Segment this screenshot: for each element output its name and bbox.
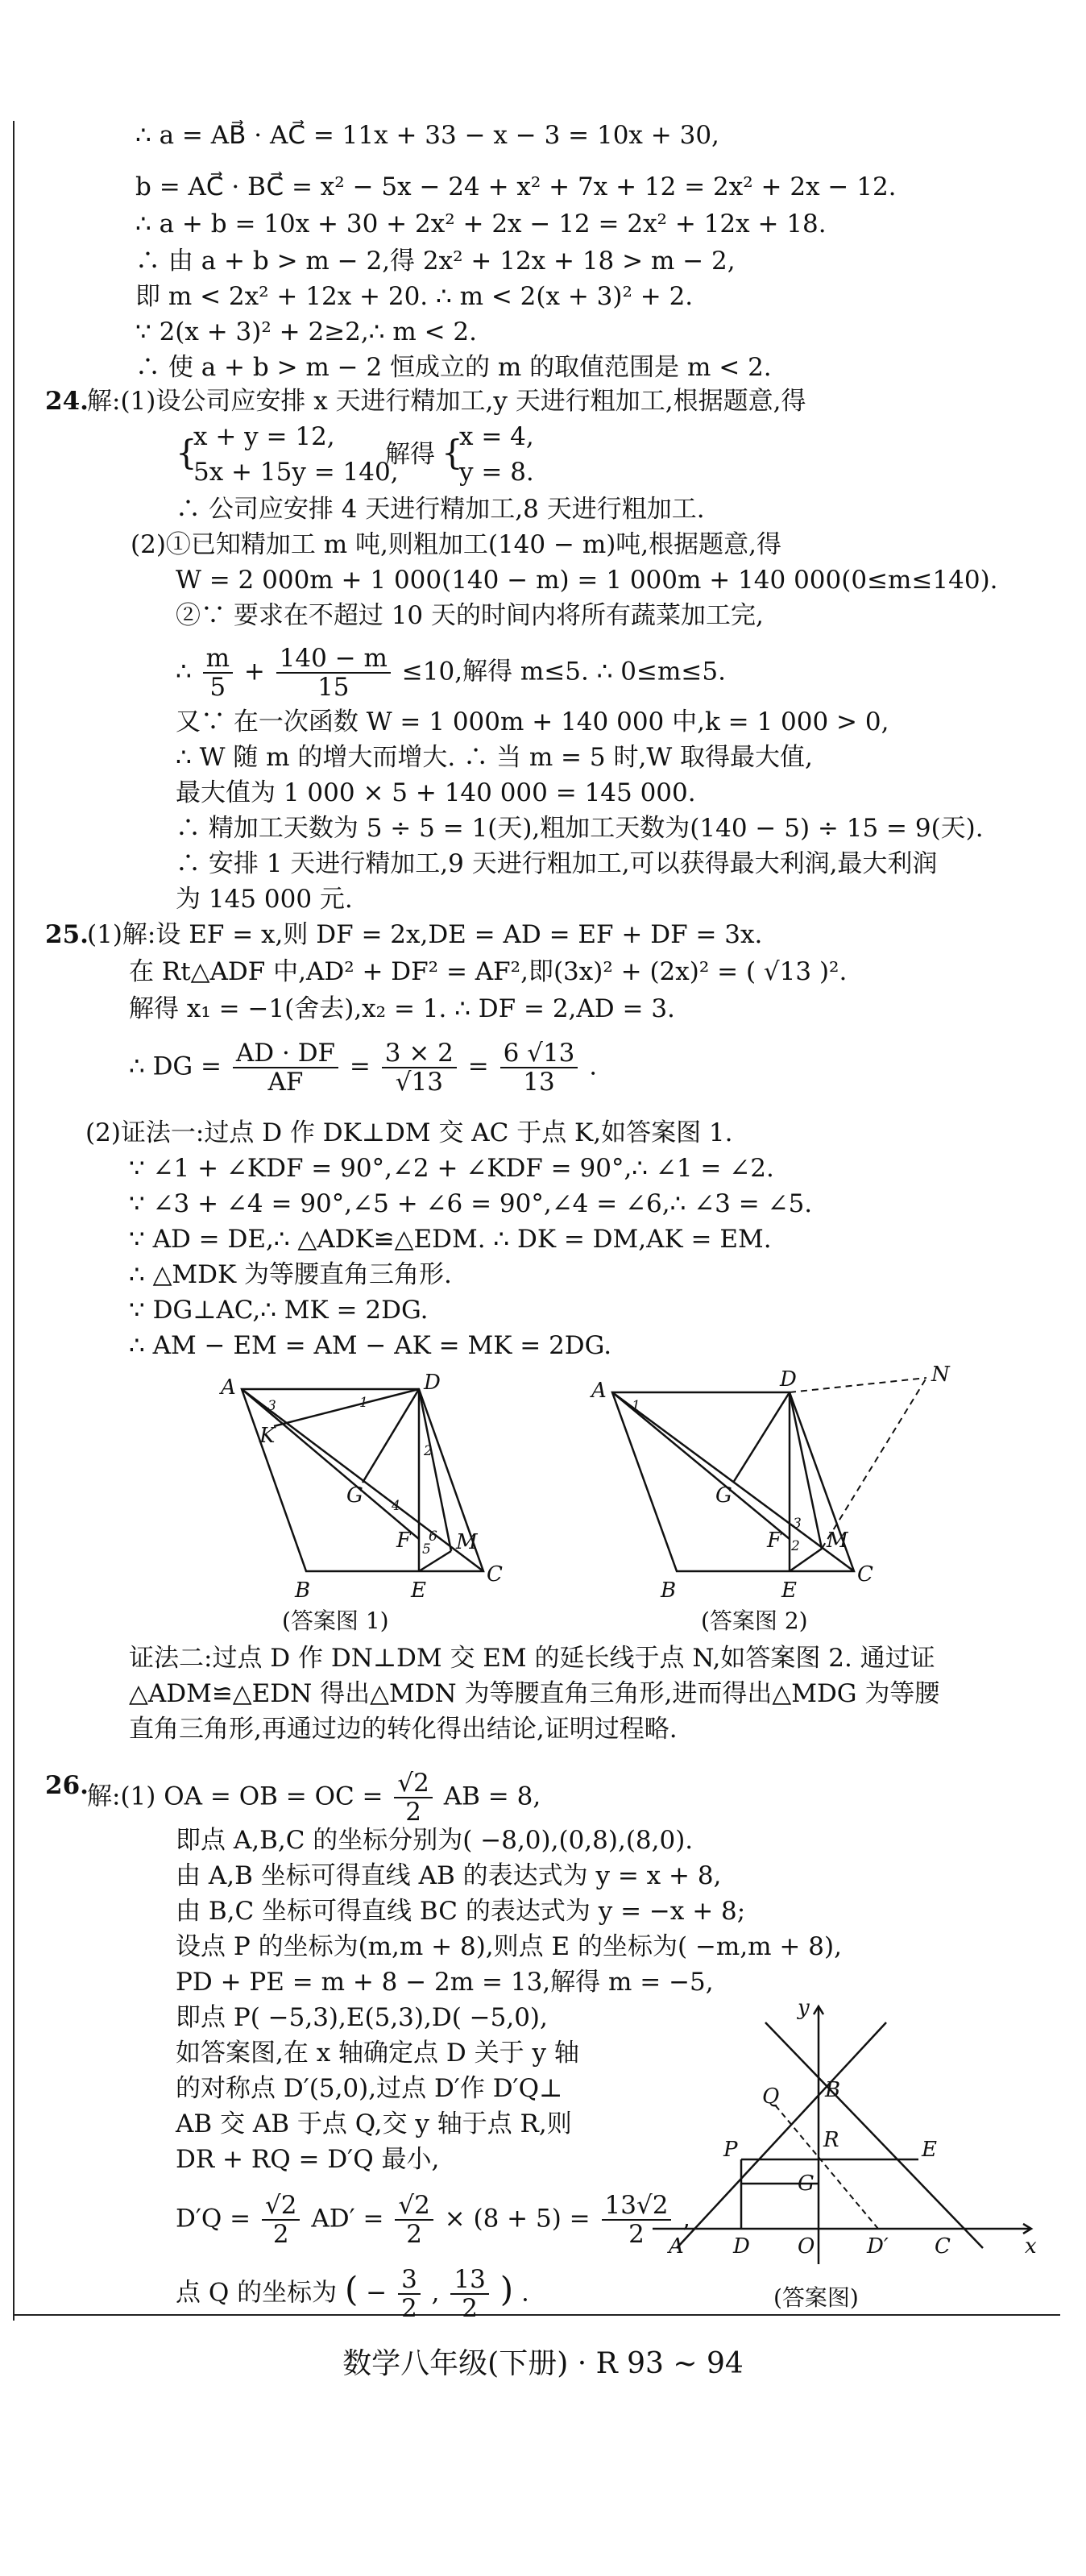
q24-line-profit: 为 145 000 元. [176,885,353,914]
q25-line-proof2b: △ADM≌△EDN 得出△MDN 为等腰直角三角形,进而得出△MDG 为等腰 [129,1679,940,1708]
q26-label-C: C [935,2234,951,2259]
q26-line-sym2: 的对称点 D′(5,0),过点 D′作 D′Q⊥ [176,2074,563,2103]
figure-1-caption: (答案图 1) [282,1607,389,1634]
fig1-angle-1: 1 [359,1395,368,1411]
fig2-line-DG [733,1392,790,1483]
q26-line-1: 解:(1) OA = OB = OC = $\frac{√2}{2}$ AB = 8, [87,1769,541,1827]
q25-line-2: 在 Rt△ADF 中,AD² + DF² = AF²,即(3x)² + (2x)² = ( √13 )². [129,957,848,986]
q26-line-min: DR + RQ = D′Q 最小, [176,2145,440,2174]
q24-line-days: ∴ 精加工天数为 5 ÷ 5 = 1(天),粗加工天数为(140 − 5) ÷ 15 = 9(天). [176,814,984,843]
figure-1 [218,1370,524,1603]
q26-line-sym3: AB 交 AB 于点 Q,交 y 轴于点 R,则 [176,2109,572,2138]
q25-line-mk: ∵ DG⊥AC,∴ MK = 2DG. [129,1296,429,1325]
q26-line-AB: 由 A,B 坐标可得直线 AB 的表达式为 y = x + 8, [176,1861,722,1890]
q25-frac-2: $\frac{3 \times 2}{√13}$ [382,1039,457,1096]
q26-label-R: R [823,2128,839,2152]
fig2-label-M: M [827,1529,848,1553]
fig2-dashed-DN [790,1378,926,1392]
q23-line-7: ∴ 使 a + b > m − 2 恒成立的 m 的取值范围是 m < 2. [135,353,772,382]
q26-frac-sqrt2-over-2: $\frac{√2}{2}$ [394,1769,432,1826]
q23-line-5: 即 m < 2x² + 12x + 20. ∴ m < 2(x + 3)² + 2. [135,282,694,311]
figure-2 [580,1362,951,1603]
fig1-label-E: E [411,1578,426,1603]
q25-line-proof2c: 直角三角形,再通过边的转化得出结论,证明过程略. [129,1715,678,1744]
q26-line-BC: 由 B,C 坐标可得直线 BC 的表达式为 y = −x + 8; [176,1897,746,1926]
q24-sol-2: y = 8. [459,458,534,487]
fig2-label-N: N [931,1363,950,1387]
q24-line-conclusion1: ∴ 公司应安排 4 天进行精加工,8 天进行粗加工. [176,495,705,524]
fig1-line-DG [363,1389,419,1483]
q25-frac-3: $\frac{6 √13}{13}$ [500,1039,578,1096]
q26-line-BC [765,2022,983,2248]
q25-dg-line: ∴ DG = $\frac{AD \cdot DF}{AF}$ = $\frac{3 \times 2}{√13}$ = $\frac{6 √13}{13}$ . [129,1039,598,1097]
q23-line-2: b = AC⃗ · BC⃗ = x² − 5x − 24 + x² + 7x + 12 = 2x² + 2x − 12. [135,172,897,201]
q26-line-PDPE: PD + PE = m + 8 − 2m = 13,解得 m = −5, [176,1968,714,1997]
q26-label-B: B [825,2078,841,2102]
figure-q26-caption: (答案图) [773,2284,859,2311]
fig1-label-F: F [396,1529,412,1553]
q25-line-3: 解得 x₁ = −1(舍去),x₂ = 1. ∴ DF = 2,AD = 3. [129,994,675,1023]
q25-line-angle35: ∵ ∠3 + ∠4 = 90°,∠5 + ∠6 = 90°,∠4 = ∠6,∴ ∠3 = ∠5. [129,1189,813,1218]
figure-q26 [645,1990,1047,2280]
fig2-angle-3: 3 [793,1516,802,1532]
q23-line-4: ∴ 由 a + b > m − 2,得 2x² + 12x + 18 > m − 2, [135,247,736,276]
q26-frac-b: $\frac{√2}{2}$ [395,2192,433,2248]
q24-frac-140-m-over-15: $\frac{140 - m}{15}$ [276,645,391,701]
fig2-label-D: D [780,1367,797,1392]
q23-line-1: ∴ a = AB⃗ · AC⃗ = 11x + 33 − x − 3 = 10x + 30, [135,121,719,150]
figure-2-caption: (答案图 2) [701,1607,808,1634]
q26-label-E: E [922,2138,937,2162]
q24-ineq: ∴ $\frac{m}{5}$ + $\frac{140 - m}{15}$ ≤10,解得 m≤5. ∴ 0≤m≤5. [176,644,726,702]
fig1-label-C: C [487,1562,503,1587]
fig1-angle-4: 4 [392,1498,400,1514]
q26-frac-qx: $\frac{3}{2}$ [398,2266,421,2322]
q24-sys-2: 5x + 15y = 140, [193,458,399,487]
q26-label-Q: Q [762,2084,780,2109]
fig2-label-F: F [767,1529,782,1553]
q24-line-part2: (2)①已知精加工 m 吨,则粗加工(140 − m)吨,根据题意,得 [131,530,782,559]
fig2-angle-2: 2 [791,1538,800,1554]
page-footer: 数学八年级(下册) · R 93 ~ 94 [342,2347,744,2380]
left-margin-rule [13,121,15,2321]
q25-frac-1: $\frac{AD \cdot DF}{AF}$ [233,1039,338,1096]
q24-line-increase: ∴ W 随 m 的增大而增大. ∴ 当 m = 5 时,W 取得最大值, [176,743,813,772]
q24-brace-left: { [176,433,197,472]
q24-sys-1: x + y = 12, [193,422,335,451]
fig1-label-A: A [221,1375,236,1400]
fig1-angle-5: 5 [422,1541,431,1558]
fig1-label-M: M [456,1530,478,1554]
q24-line-k: 又∵ 在一次函数 W = 1 000m + 140 000 中,k = 1 000 > 0, [176,707,889,736]
q26-line-DQ: D′Q = $\frac{√2}{2}$ AD′ = $\frac{√2}{2}$ × (8 + 5) = $\frac{13√2}{2}$ , [176,2191,691,2249]
q24-line-req: ②∵ 要求在不超过 10 天的时间内将所有蔬菜加工完, [176,601,764,630]
fig2-label-C: C [857,1562,873,1587]
q26-frac-qy: $\frac{13}{2}$ [450,2266,488,2322]
fig2-angle-1: 1 [632,1398,640,1414]
q26-line-coords: 即点 A,B,C 的坐标分别为( −8,0),(0,8),(8,0). [176,1826,694,1855]
q26-label-D: D [733,2234,750,2259]
q26-line-points: 即点 P( −5,3),E(5,3),D( −5,0), [176,2003,548,2032]
fig1-label-G: G [346,1483,363,1508]
fig1-angle-6: 6 [429,1529,437,1545]
fig2-label-G: G [715,1483,732,1508]
q25-number: 25. [45,920,89,949]
q24-sol-1: x = 4, [459,422,534,451]
q26-label-P: P [723,2138,738,2162]
fig1-angle-2: 2 [424,1443,433,1459]
q25-line-isoceles: ∴ △MDK 为等腰直角三角形. [129,1260,452,1289]
q25-line-1: (1)解:设 EF = x,则 DF = 2x,DE = AD = EF + DF = 3x. [87,920,763,949]
bottom-rule [13,2314,1060,2316]
q26-label-G: G [798,2172,814,2196]
q24-solve-word: 解得 [385,440,435,469]
q25-line-result: ∴ AM − EM = AM − AK = MK = 2DG. [129,1331,612,1360]
fig2-label-A: A [591,1379,607,1403]
q24-frac-m-over-5: $\frac{m}{5}$ [203,645,233,701]
q24-line-max: 最大值为 1 000 × 5 + 140 000 = 145 000. [176,778,696,807]
fig1-line-DK [274,1389,419,1426]
fig1-diagonal-AC [242,1389,483,1571]
q23-line-6: ∵ 2(x + 3)² + 2≥2,∴ m < 2. [135,317,477,346]
q25-line-congruent: ∵ AD = DE,∴ △ADK≌△EDM. ∴ DK = DM,AK = EM. [129,1225,772,1254]
q26-line-P: 设点 P 的坐标为(m,m + 8),则点 E 的坐标为( −m,m + 8), [176,1932,842,1961]
q26-label-O: O [798,2234,815,2259]
q24-line-W: W = 2 000m + 1 000(140 − m) = 1 000m + 140 000(0≤m≤140). [176,566,998,595]
q24-line-arrange: ∴ 安排 1 天进行精加工,9 天进行粗加工,可以获得最大利润,最大利润 [176,849,938,878]
fig1-label-B: B [295,1578,311,1603]
fig1-label-D: D [424,1371,441,1395]
q24-line-1: 解:(1)设公司应安排 x 天进行精加工,y 天进行粗加工,根据题意,得 [87,387,806,416]
fig1-angle-3: 3 [267,1398,276,1414]
q23-line-3: ∴ a + b = 10x + 30 + 2x² + 2x − 12 = 2x² + 12x + 18. [135,209,827,239]
fig2-label-E: E [781,1578,797,1603]
q26-label-Dprime: D′ [867,2234,889,2259]
q25-line-proof1: (2)证法一:过点 D 作 DK⊥DM 交 AC 于点 K,如答案图 1. [85,1118,733,1147]
q26-line-AB [677,2022,886,2248]
q26-label-x: x [1025,2234,1037,2259]
q26-frac-a: $\frac{√2}{2}$ [262,2192,300,2248]
q24-brace-right: { [441,433,463,472]
q26-number: 26. [45,1771,89,1800]
q25-line-angle12: ∵ ∠1 + ∠KDF = 90°,∠2 + ∠KDF = 90°,∴ ∠1 = ∠2. [129,1154,774,1183]
fig2-label-B: B [661,1578,677,1603]
q26-label-y: y [798,1996,810,2020]
fig1-label-K: K [259,1424,276,1448]
q26-label-A: A [669,2234,684,2259]
q26-line-Q: 点 Q 的坐标为 ( − $\frac{3}{2}$ , $\frac{13}{2}$ ) . [176,2265,529,2323]
q26-frac-result: $\frac{13√2}{2}$ [602,2192,672,2248]
q26-line-sym1: 如答案图,在 x 轴确定点 D 关于 y 轴 [176,2039,579,2068]
q24-number: 24. [45,387,89,416]
q25-line-proof2a: 证法二:过点 D 作 DN⊥DM 交 EM 的延长线于点 N,如答案图 2. 通过证 [129,1644,935,1673]
